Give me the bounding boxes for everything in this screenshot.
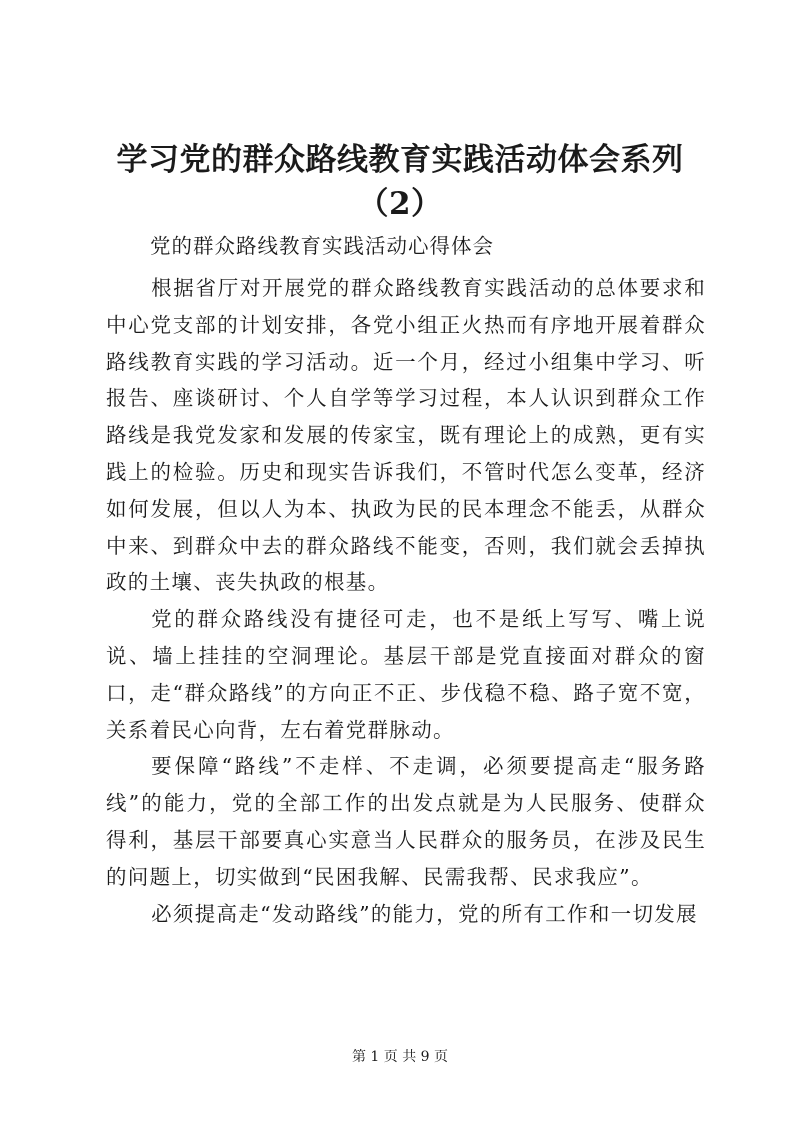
- paragraph: 必须提高走“发动路线”的能力，党的所有工作和一切发展: [151, 901, 698, 926]
- paragraph: 党的群众路线没有捷径可走，也不是纸上写写、嘴上说说、墙上挂挂的空洞理论。基层干部是党直接面对群众的窗口，走“群众路线”的方向正不正、步伐稳不稳、路子宽不宽，关系着民心向背，左右着党群脉动。: [106, 607, 706, 742]
- document-title-continuation: （2）: [357, 186, 443, 222]
- document-title: 学习党的群众路线教育实践活动体会系列: [116, 142, 684, 178]
- document-subtitle: 党的群众路线教育实践活动心得体会: [150, 234, 494, 258]
- paragraph: 要保障“路线”不走样、不走调，必须要提高走“服务路线”的能力，党的全部工作的出发点就是为人民服务、使群众得利，基层干部要真心实意当人民群众的服务员，在涉及民生的问题上，切实做到“民困我解、民需我帮、民求我应”。: [106, 754, 706, 889]
- paragraph: 根据省厅对开展党的群众路线教育实践活动的总体要求和中心党支部的计划安排，各党小组正火热而有序地开展着群众路线教育实践的学习活动。近一个月，经过小组集中学习、听报告、座谈研讨、个人自学等学习过程，本人认识到群众工作路线是我党发家和发展的传家宝，既有理论上的成熟，更有实践上的检验。历史和现实告诉我们，不管时代怎么变革，经济如何发展，但以人为本、执政为民的民本理念不能丢，从群众中来、到群众中去的群众路线不能变，否则，我们就会丢掉执政的土壤、丧失执政的根基。: [106, 276, 706, 595]
- document-body: [106, 270, 706, 932]
- page-number-footer: 第 1 页 共 9 页: [351, 1049, 449, 1065]
